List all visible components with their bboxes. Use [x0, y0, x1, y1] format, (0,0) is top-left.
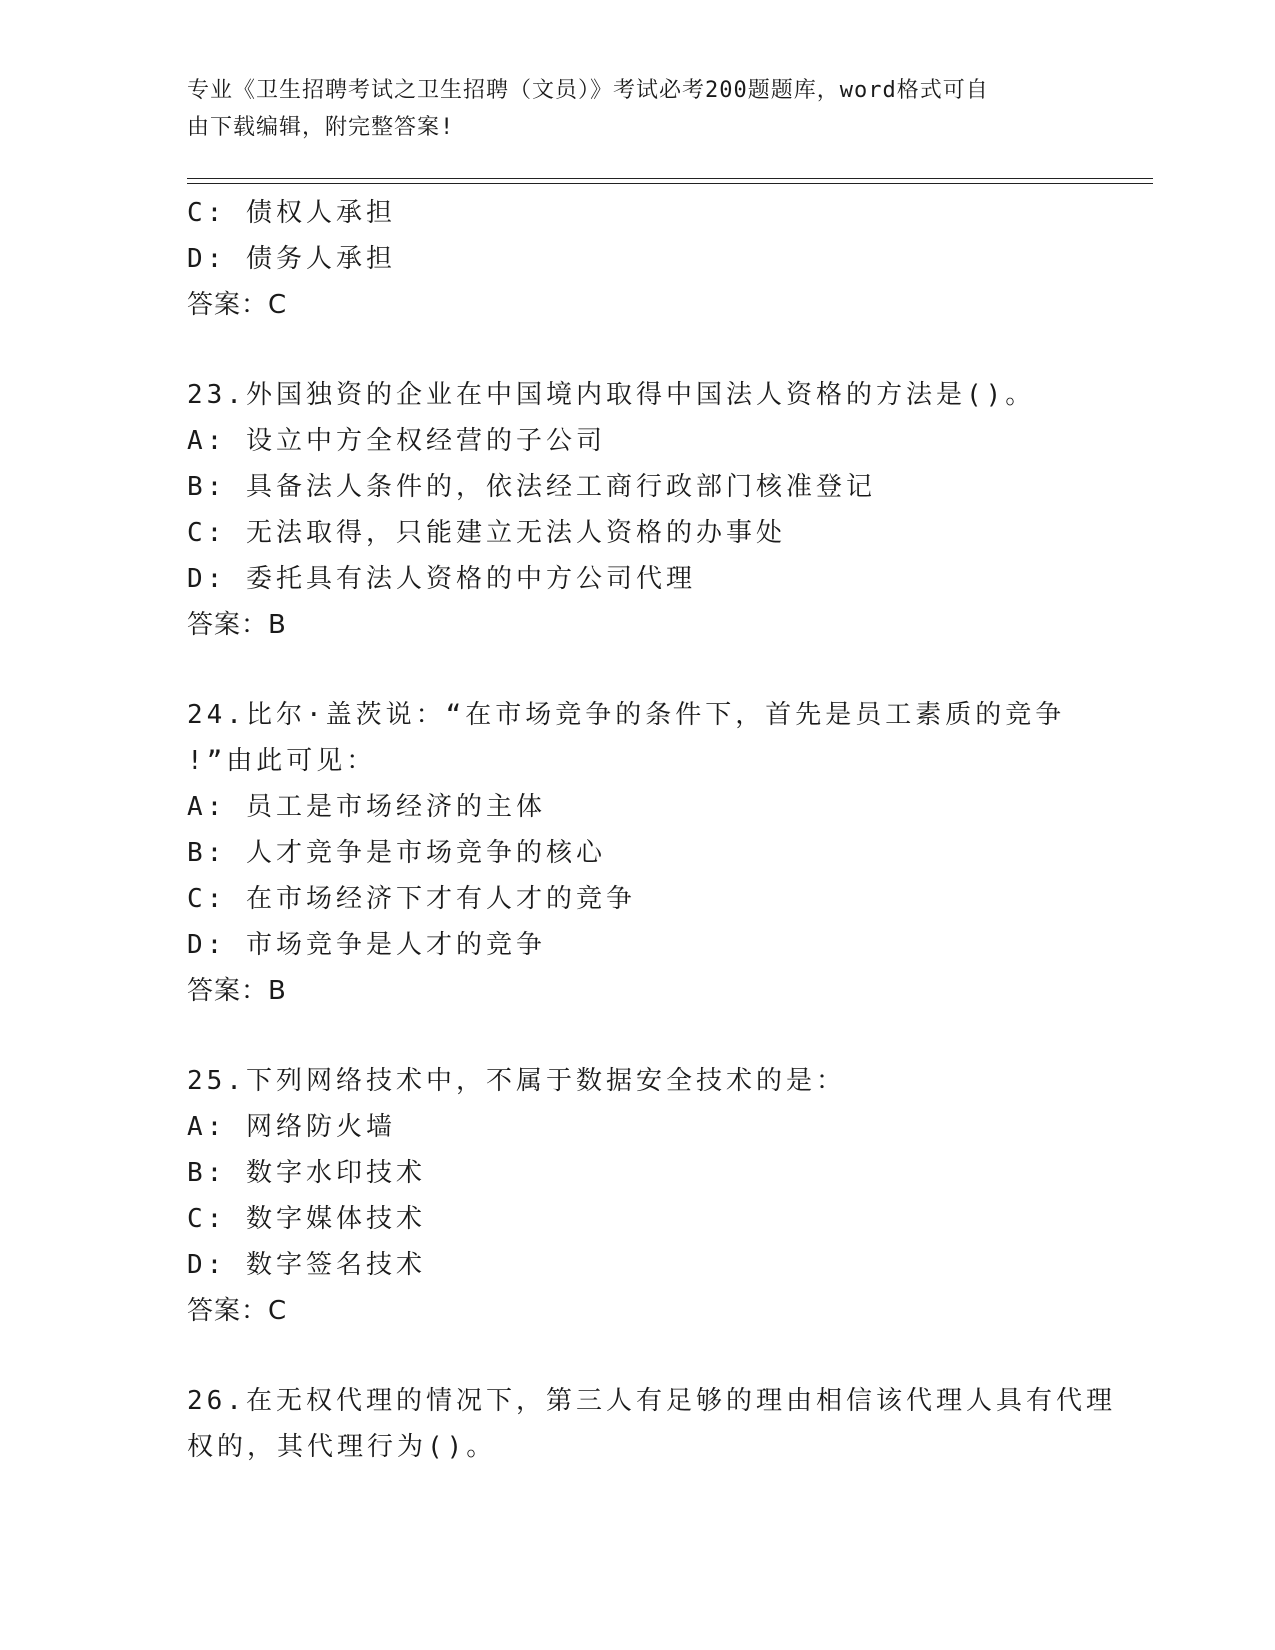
option-c: C: 无法取得，只能建立无法人资格的办事处: [187, 518, 786, 548]
header-divider-bottom: [187, 183, 1153, 184]
option-b: B: 数字水印技术: [187, 1158, 426, 1188]
option-b: B: 具备法人条件的，依法经工商行政部门核准登记: [187, 472, 876, 502]
document-header: [187, 72, 1087, 146]
question-stem-line-2: 权的，其代理行为()。: [187, 1432, 497, 1462]
option-a: A: 员工是市场经济的主体: [187, 792, 546, 822]
answer-label: 答案：C: [187, 1296, 288, 1326]
option-c: C: 在市场经济下才有人才的竞争: [187, 884, 636, 914]
header-line-1: 专业《卫生招聘考试之卫生招聘（文员）》考试必考200题题库，word格式可自: [187, 78, 989, 103]
option-b: B: 人才竞争是市场竞争的核心: [187, 838, 606, 868]
question-26: [187, 1378, 1116, 1470]
option-a: A: 设立中方全权经营的子公司: [187, 426, 606, 456]
question-stem: 25.下列网络技术中，不属于数据安全技术的是：: [187, 1066, 846, 1096]
option-d: D: 市场竞争是人才的竞争: [187, 930, 546, 960]
question-24: [187, 692, 1087, 1014]
question-stem-line-2: !”由此可见：: [187, 746, 377, 776]
option-d: D: 数字签名技术: [187, 1250, 426, 1280]
answer-label: 答案：B: [187, 976, 287, 1006]
answer-label: 答案：C: [187, 290, 288, 320]
question-stem: 23.外国独资的企业在中国境内取得中国法人资格的方法是()。: [187, 380, 1036, 410]
question-list: [187, 190, 1116, 1470]
question-23: [187, 372, 1087, 648]
question-22-continued: [187, 190, 1087, 328]
question-stem-line-1: 26.在无权代理的情况下，第三人有足够的理由相信该代理人具有代理: [187, 1386, 1116, 1416]
answer-label: 答案：B: [187, 610, 287, 640]
option-c: C: 数字媒体技术: [187, 1204, 426, 1234]
option-d: D: 债务人承担: [187, 244, 396, 274]
question-stem-line-1: 24.比尔·盖茨说：“在市场竞争的条件下，首先是员工素质的竞争: [187, 700, 1066, 730]
option-d: D: 委托具有法人资格的中方公司代理: [187, 564, 696, 594]
question-25: [187, 1058, 1087, 1334]
option-c: C: 债权人承担: [187, 198, 396, 228]
option-a: A: 网络防火墙: [187, 1112, 396, 1142]
header-divider-top: [187, 178, 1153, 179]
header-line-2: 由下载编辑，附完整答案!: [187, 115, 455, 140]
